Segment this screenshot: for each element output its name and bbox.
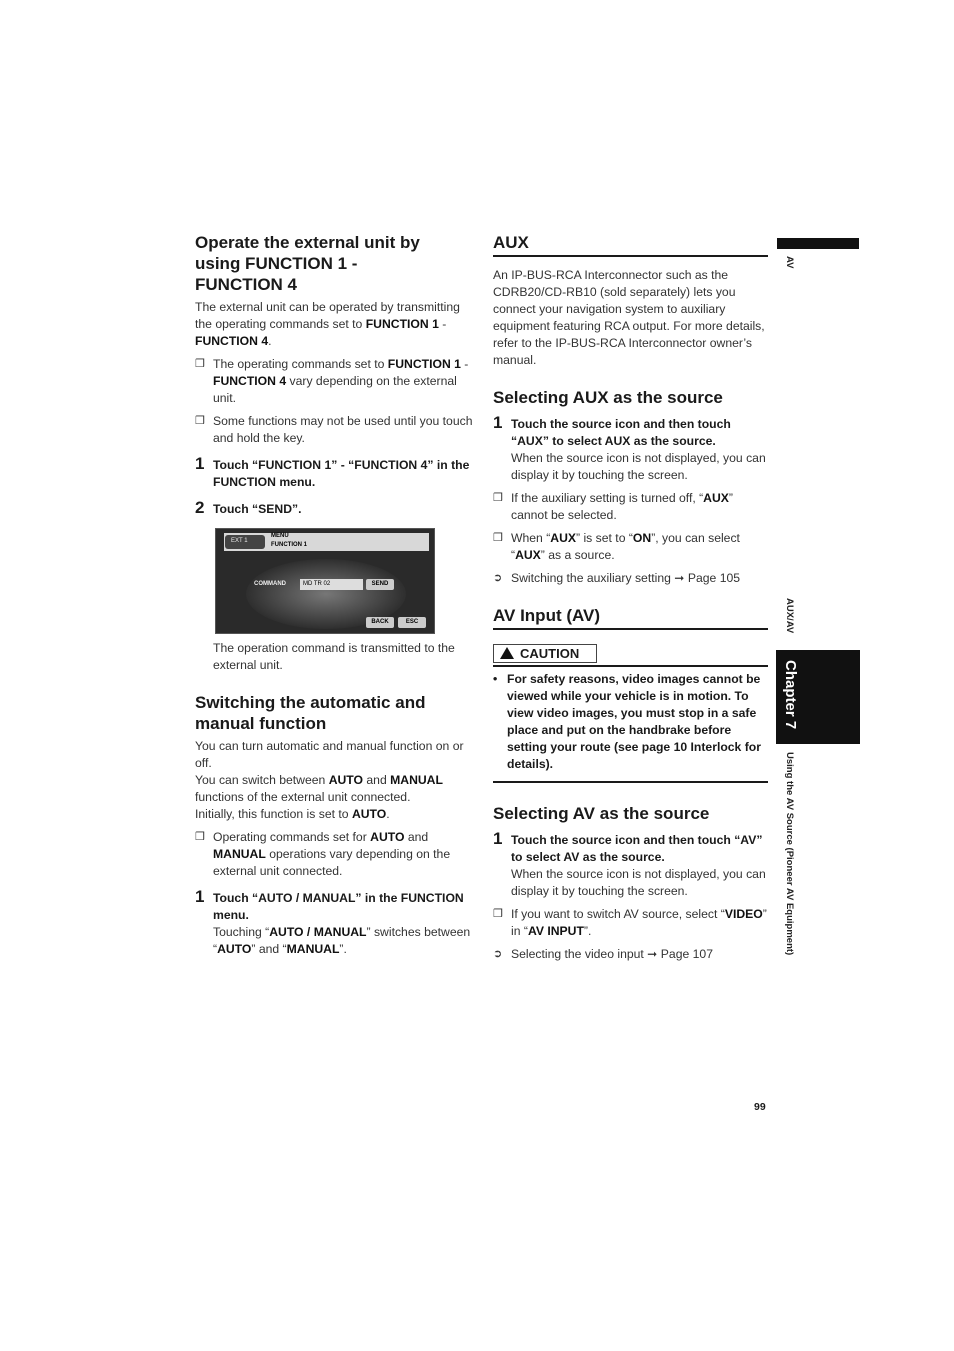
note-item: ❒ Operating commands set for AUTO and MANUAL operations vary depending on the external unit connected. [195,830,451,878]
step-1: 1 Touch “AUTO / MANUAL” in the FUNCTION menu. Touching “AUTO / MANUAL” switches between “AUTO” and “MANUAL”. [195,887,471,956]
warning-icon [500,647,514,659]
intro-paragraph: The external unit can be operated by transmitting the operating commands set to FUNCTION 1 - FUNCTION 4. [195,300,460,348]
page-number: 99 [754,1101,766,1113]
send-button[interactable]: SEND [366,579,394,590]
chapter-title: Using the AV Source (Pioneer AV Equipment) [784,752,795,956]
note-item: ❒ If you want to switch AV source, select “VIDEO” in “AV INPUT”. [493,907,767,938]
note-item: ❒ Some functions may not be used until you touch and hold the key. [195,414,473,445]
reference-item: ➲ Selecting the video input ➞ Page 107 [493,947,713,961]
chapter-tab: Chapter 7 [776,650,860,744]
step-1: 1 Touch “FUNCTION 1” - “FUNCTION 4” in the FUNCTION menu. [195,454,470,489]
section-title-aux: AUX [493,232,768,257]
sidebar-label-aux-av: AUX/AV [784,598,795,634]
step-1: 1 Touch the source icon and then touch “AUX” to select AUX as the source. When the source icon is not displayed, you can display it by touching the screen. [493,413,766,482]
middle-column [493,232,768,963]
command-field: MD TR 02 [300,579,363,590]
esc-button[interactable]: ESC [398,617,426,628]
step-1: 1 Touch the source icon and then touch “AV” to select AV as the source. When the source icon is not displayed, you can display it by touching the screen. [493,829,766,898]
checkbox-icon: ❒ [195,358,205,370]
note-item: ❒ The operating commands set to FUNCTION 1 - FUNCTION 4 vary depending on the external unit. [195,357,469,405]
back-button[interactable]: BACK [366,617,394,628]
sidebar-label-av: AV [784,256,795,269]
aux-paragraph: An IP-BUS-RCA Interconnector such as the CDRB20/CD-RB10 (sold separately) lets you connect your navigation system to auxiliary equipment featuring RCA output. For more details, refer to the IP-BUS-RCA Interconnector owner’s manual. [493,268,765,367]
section-title-selecting-av: Selecting AV as the source [493,804,710,823]
sidebar-top-bar [777,238,859,249]
arrow-icon: ➲ [493,948,503,960]
arrow-icon: ➲ [493,572,503,584]
step-2: 2 Touch “SEND”. [195,498,302,517]
checkbox-icon: ❒ [195,415,205,427]
section-title-switching: Switching the automatic and manual function [195,693,426,733]
screen-caption: The operation command is transmitted to the external unit. [213,641,455,672]
screen-function-menu: EXT 1 MENU FUNCTION 1 COMMAND MD TR 02 SEND BACK ESC [215,528,435,634]
section-title-av-input: AV Input (AV) [493,605,768,630]
section-title-selecting-aux: Selecting AUX as the source [493,388,723,407]
checkbox-icon: ❒ [493,908,503,920]
caution-box: CAUTION • For safety reasons, video images cannot be viewed while your vehicle is in motion. To view video images, you must stop in a safe place and put on the handbrake before setting your route (see page 10 Interlock for details). [493,644,768,783]
note-item: ❒ When “AUX” is set to “ON”, you can select “AUX” as a source. [493,531,740,562]
checkbox-icon: ❒ [493,532,503,544]
checkbox-icon: ❒ [195,831,205,843]
note-item: ❒ If the auxiliary setting is turned off, “AUX” cannot be selected. [493,491,733,522]
reference-item: ➲ Switching the auxiliary setting ➞ Page 105 [493,571,741,585]
left-column: Operate the external unit by using FUNCTION 1 - FUNCTION 4 The external unit can be operated by transmitting the operating commands set to FUNCTION 1 - FUNCTION 4. ❒ The operating commands set to FUNCTION 1 - FUNCTION 4 vary depending on the external unit. ❒ Some functions may not be used until you touch and hold the key. 1 Touch “FUNCTION 1” - “FUNCTION 4” in the FUNCTION menu. 2 Touch “SEND”. EXT 1 MENU FUNCTION 1 COMMAND MD TR 02 SEND BACK ESC The operation command is transmitted to the external unit. Switching the automatic and manual function You can turn automatic and manual function on or off. You can switch between AUTO and MANUAL functions of the external unit connected. Initially, this function is set to AUTO. ❒ Operating commands set for AUTO and MANUAL operations vary depending on the external unit connected. 1 Touch “AUTO / MANUAL” in the FUNCTION menu. Touching “AUTO / MANUAL” switches between “AUTO” and “MANUAL”. [195,233,473,956]
section-title-operate: Operate the external unit by using FUNCTION 1 - FUNCTION 4 [195,233,420,294]
checkbox-icon: ❒ [493,492,503,504]
